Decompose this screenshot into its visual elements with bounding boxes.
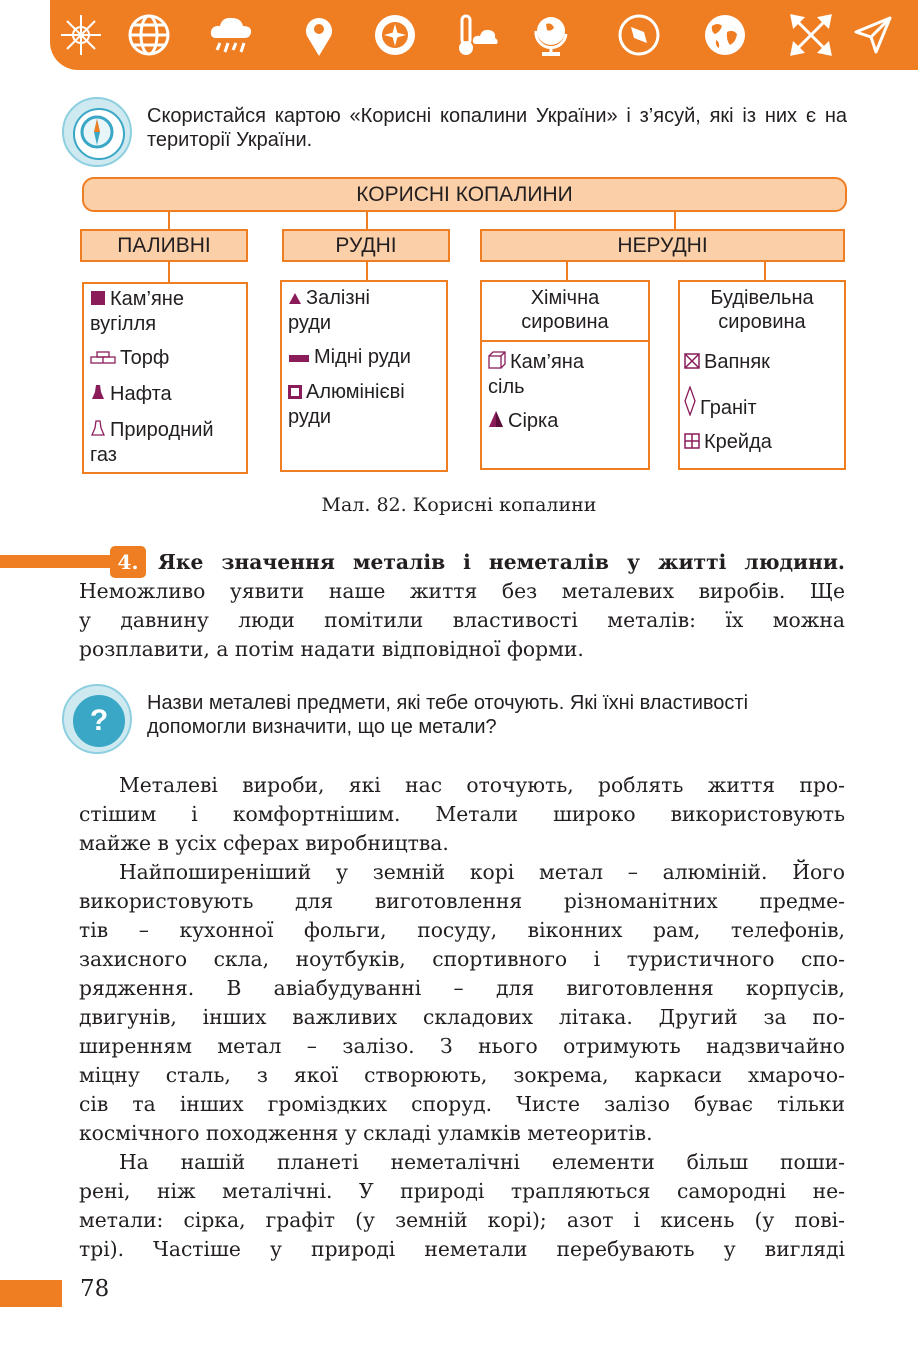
globe-grid-icon <box>126 12 172 58</box>
connector <box>168 212 170 229</box>
list-item: Залізні руди <box>288 287 370 334</box>
compass-badge <box>62 97 132 167</box>
header-band <box>50 0 918 70</box>
compass-needle-icon <box>616 12 662 58</box>
section-title: Яке значення металів і неметалів у житті людини. <box>158 550 845 574</box>
chemical-subhead: Хімічна сировина <box>521 287 609 333</box>
text-line: міцну сталь, з якої створюють, зокрема, каркаси хмарочо- <box>79 1063 845 1087</box>
oil-symbol-icon <box>90 383 106 407</box>
text-line: у давнину люди помітили властивості металів: їх можна <box>79 608 845 632</box>
text-line: космічного походження у складі уламків метеоритів. <box>79 1121 653 1145</box>
text-line: Металеві вироби, які нас оточують, роблять життя про- <box>119 773 845 797</box>
list-item: Вапняк <box>684 350 770 375</box>
navigation-arrow-icon <box>850 12 896 58</box>
bar-symbol-icon <box>288 346 310 370</box>
text-line: метали: сірка, графіт (у земній корі); азот і кисень (у пові- <box>79 1208 845 1232</box>
hollow-square-symbol-icon <box>288 381 302 405</box>
text-line: розплавити, а потім надати відповідної форми. <box>79 637 584 661</box>
question-badge <box>62 684 132 754</box>
square-symbol-icon <box>90 288 106 312</box>
list-item: Природний газ <box>90 419 214 466</box>
text-line: використовують для виготовлення різноманітних предме- <box>79 889 845 913</box>
peat-symbol-icon <box>90 347 116 371</box>
tip-question: Назви металеві предмети, які тебе оточують. Які їхні властивості допомогли визначити, що це метали? <box>147 692 749 738</box>
earth-icon <box>702 12 748 58</box>
list-item: Кам’яне вугілля <box>90 288 184 335</box>
compass-rose-icon <box>58 12 104 58</box>
text-line: майже в усіх сферах виробництва. <box>79 831 449 855</box>
cube-symbol-icon <box>488 351 506 375</box>
crossed-square-symbol-icon <box>684 351 700 375</box>
gas-symbol-icon <box>90 419 106 443</box>
connector <box>566 262 568 282</box>
text-line: стішим і комфортнішим. Метали широко використовують <box>79 802 845 826</box>
section-number: 4. <box>110 546 146 578</box>
text-line: захисного скла, ноутбуків, спортивного і туристичного спо- <box>79 947 845 971</box>
list-item: Торф <box>90 346 169 371</box>
connector <box>366 262 368 282</box>
text-line: Неможливо уявити наше життя без металевих виробів. Ще <box>79 579 845 603</box>
text-line: двигунів, інших важливих складових літака. Другий за по- <box>79 1005 845 1029</box>
divider <box>482 340 648 342</box>
rain-cloud-icon <box>208 12 254 58</box>
connector <box>764 262 766 282</box>
connector <box>366 212 368 229</box>
text-line: рені, ніж металічні. У природі трапляються самородні не- <box>79 1179 845 1203</box>
compass-icon <box>73 108 125 160</box>
group-fuel-label: ПАЛИВНІ <box>80 229 248 262</box>
connector <box>168 262 170 282</box>
list-item: Алюмінієві руди <box>288 381 405 428</box>
thermometer-cloud-icon <box>454 12 500 58</box>
text-line: трі). Частіше у природі неметали перебувають у вигляді <box>79 1237 845 1261</box>
text-line: сів та інших громіздких споруд. Чисте залізо буває тільки <box>79 1092 845 1116</box>
diagram-title: КОРИСНІ КОПАЛИНИ <box>82 177 847 212</box>
group-ore-label: РУДНІ <box>282 229 450 262</box>
map-pin-icon <box>296 12 342 58</box>
desk-globe-icon <box>528 12 574 58</box>
diamond-symbol-icon <box>684 386 696 422</box>
list-item: Кам’яна сіль <box>488 351 584 398</box>
list-item: Крейда <box>684 430 772 455</box>
compass-icon <box>372 12 418 58</box>
list-item: Граніт <box>684 386 757 422</box>
question-icon: ? <box>73 695 125 747</box>
page-number: 78 <box>80 1276 110 1302</box>
triangle-symbol-icon <box>288 287 302 311</box>
section-marker-bar <box>0 555 122 568</box>
list-item: Мідні руди <box>288 345 411 370</box>
group-nonmetal-label: НЕРУДНІ <box>480 229 845 262</box>
grid-square-symbol-icon <box>684 431 700 455</box>
text-line: ширенням метал – залізо. З нього отримують надзвичайно <box>79 1034 845 1058</box>
list-item: Нафта <box>90 382 172 407</box>
building-subhead: Будівельна сировина <box>710 287 814 333</box>
tip-instruction: Скористайся картою «Корисні копалини України» і з’ясуй, які із них є на території України. <box>147 105 847 151</box>
text-line: тів – кухонної фольги, посуду, віконних рам, телефонів, <box>79 918 845 942</box>
figure-caption: Мал. 82. Корисні копалини <box>321 494 597 516</box>
text-line: Найпоширеніший у земній корі метал – алюміній. Його <box>119 860 845 884</box>
connector <box>674 212 676 229</box>
list-item: Сірка <box>488 409 558 434</box>
directions-icon <box>788 12 834 58</box>
sulfur-symbol-icon <box>488 410 504 434</box>
text-line: рядження. В авіабудуванні – для виготовлення корпусів, <box>79 976 845 1000</box>
text-line: На нашій планеті неметалічні елементи більш поши- <box>119 1150 845 1174</box>
page-marker-bar <box>0 1280 62 1307</box>
